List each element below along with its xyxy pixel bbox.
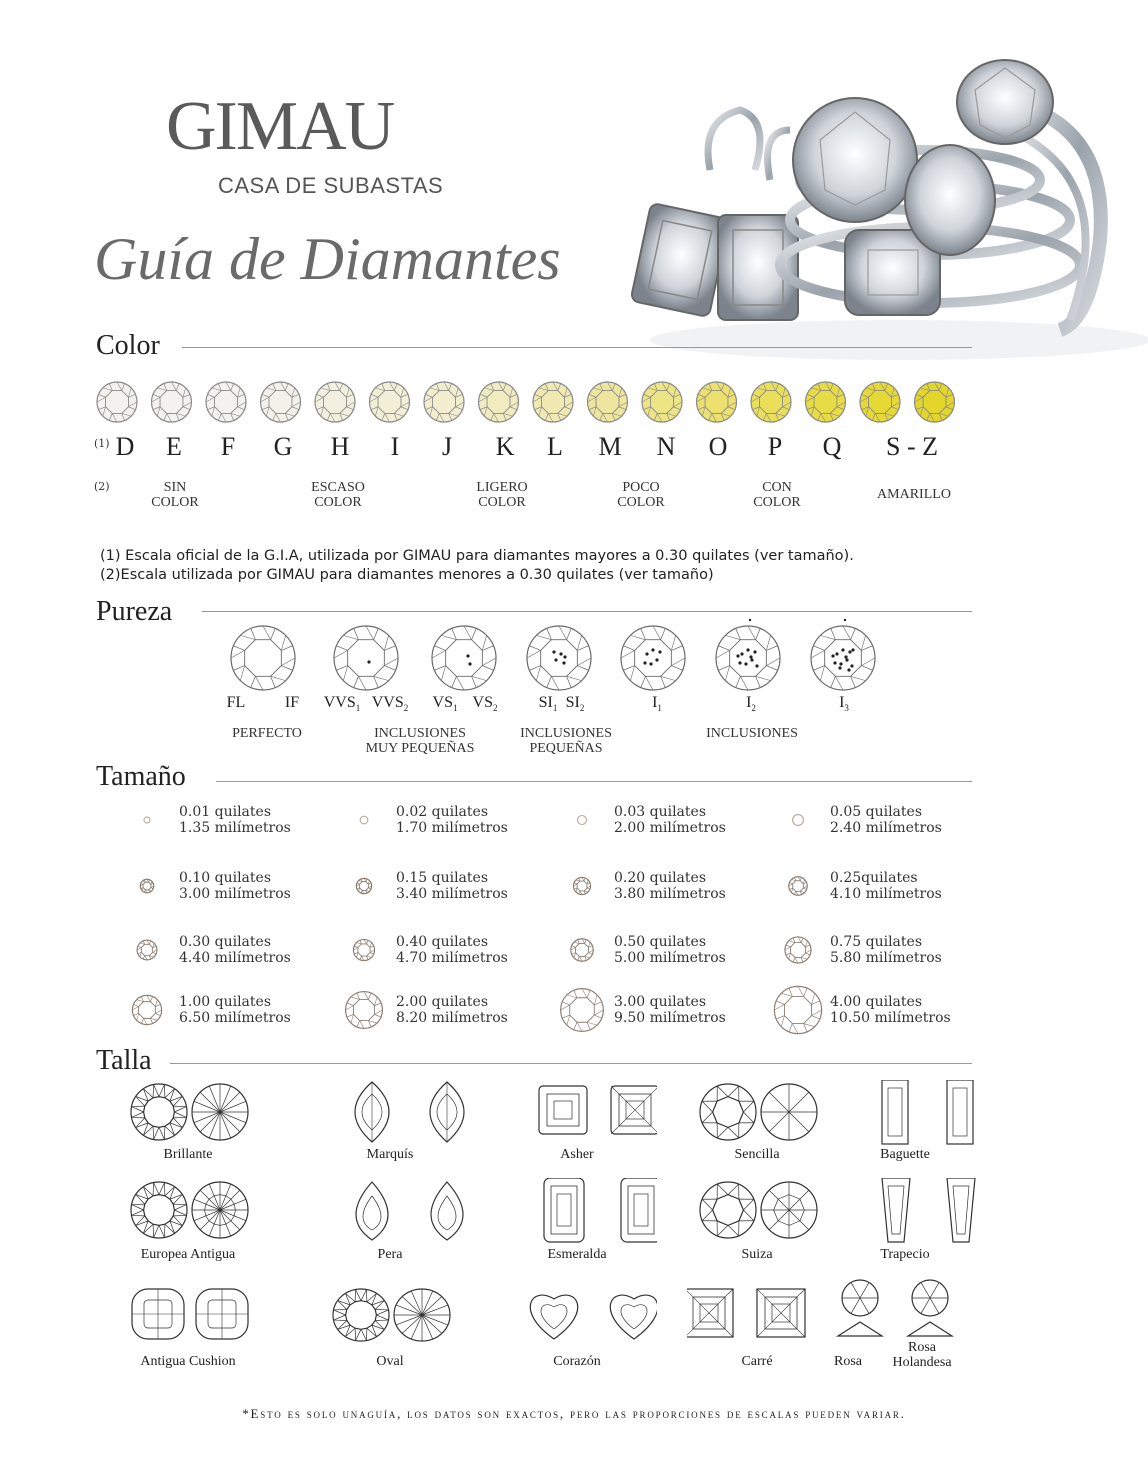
purity-grade-label: IF — [284, 694, 300, 711]
rings-photo — [630, 40, 1148, 360]
purity-grade-label: SI — [538, 694, 553, 711]
color-swatch — [860, 382, 900, 422]
purity-group-line1: INCLUSIONES — [706, 726, 798, 741]
size-diamond — [552, 790, 612, 850]
brand-logo: GIMAU — [166, 88, 394, 165]
color-grade: M — [598, 432, 622, 461]
purity-grade-subscript: 1 — [452, 703, 458, 714]
cut-label: Rosa Holandesa — [892, 1340, 952, 1370]
size-diamond — [768, 920, 828, 980]
color-grade: H — [330, 432, 350, 461]
size-label — [614, 870, 764, 902]
cut-shape-asscher — [507, 1080, 657, 1150]
size-label — [179, 994, 329, 1026]
purity-group — [496, 726, 636, 756]
purity-group-line2: PEQUEÑAS — [529, 741, 603, 756]
cut-shape-round — [118, 1080, 268, 1150]
size-millimeters: 9.50 milímetros — [614, 1010, 726, 1026]
cut-label: Sencilla — [734, 1147, 780, 1162]
section-heading-size: Tamaño — [96, 761, 186, 792]
purity-grade — [553, 694, 597, 713]
size-diamond — [117, 856, 177, 916]
color-note-1: (1) Escala oficial de la G.I.A, utilizada por GIMAU para diamantes mayores a 0.30 quilates (ver tamaño). — [100, 548, 854, 564]
purity-grade — [822, 694, 866, 713]
size-label — [614, 934, 764, 966]
scale-marker-1: (1) — [94, 437, 110, 450]
color-grade: K — [495, 432, 515, 461]
size-diamond — [334, 920, 394, 980]
size-millimeters: 4.40 milímetros — [179, 950, 291, 966]
size-millimeters: 4.70 milímetros — [396, 950, 508, 966]
size-diamond — [334, 980, 394, 1040]
purity-grade-label: FL — [226, 694, 246, 711]
color-swatch — [751, 382, 791, 422]
section-rule-size — [216, 781, 972, 782]
size-millimeters: 3.40 milímetros — [396, 886, 508, 902]
size-carats: 0.01 quilates — [179, 804, 271, 820]
size-diamond — [552, 856, 612, 916]
cut-shape-single — [687, 1080, 837, 1150]
size-carats: 4.00 quilates — [830, 994, 922, 1010]
size-carats: 3.00 quilates — [614, 994, 706, 1010]
color-swatch — [315, 382, 355, 422]
section-rule-cut — [170, 1063, 972, 1064]
color-grade: O — [708, 432, 728, 461]
size-label — [614, 804, 764, 836]
cut-label: Marquís — [366, 1147, 414, 1162]
cut-label: Antigua Cushion — [140, 1354, 236, 1369]
cut-label: Baguette — [880, 1147, 930, 1162]
cut-label: Carré — [741, 1354, 773, 1369]
size-label — [396, 934, 546, 966]
cut-shape-heart — [507, 1283, 657, 1353]
purity-group-line1: INCLUSIONES — [520, 726, 612, 741]
purity-grade — [368, 694, 412, 713]
cut-label: Corazón — [553, 1354, 601, 1369]
section-heading-color: Color — [96, 330, 160, 361]
cut-shape-oldeuro — [118, 1178, 268, 1248]
size-diamond — [552, 920, 612, 980]
purity-group — [350, 726, 490, 756]
size-label — [614, 994, 764, 1026]
size-label — [179, 804, 329, 836]
purity-grade-subscript: 2 — [403, 703, 409, 714]
purity-group-line1: PERFECTO — [232, 726, 302, 741]
color-grade: L — [547, 432, 563, 461]
color-swatch — [97, 382, 137, 422]
color-category — [581, 480, 701, 510]
cut-shape-cushion — [118, 1283, 268, 1353]
cut-label: Trapecio — [880, 1247, 930, 1262]
purity-diamond — [716, 619, 780, 690]
size-label — [396, 994, 546, 1026]
size-label — [830, 934, 980, 966]
color-category-line1: AMARILLO — [877, 487, 951, 502]
color-grade: F — [220, 432, 236, 461]
cut-shape-oval — [320, 1283, 470, 1353]
color-grade: S - Z — [886, 432, 938, 461]
page-title: Guía de Diamantes — [94, 226, 561, 292]
purity-grade — [635, 694, 679, 713]
size-diamond — [768, 856, 828, 916]
section-heading-purity: Pureza — [96, 596, 173, 627]
size-diamond — [768, 980, 828, 1040]
size-carats: 0.15 quilates — [396, 870, 488, 886]
purity-grade-subscript: 3 — [844, 703, 849, 714]
color-category — [717, 480, 837, 510]
size-carats: 0.10 quilates — [179, 870, 271, 886]
size-millimeters: 8.20 milímetros — [396, 1010, 508, 1026]
size-diamond — [552, 980, 612, 1040]
size-diamond — [334, 790, 394, 850]
purity-diamond — [621, 626, 685, 690]
size-millimeters: 1.35 milímetros — [179, 820, 291, 836]
section-rule-purity — [202, 611, 972, 612]
size-label — [830, 804, 980, 836]
color-swatch — [697, 382, 737, 422]
color-category-line1: CON — [762, 480, 792, 495]
purity-grade — [270, 694, 314, 712]
purity-group-line1: INCLUSIONES — [374, 726, 466, 741]
size-millimeters: 5.80 milímetros — [830, 950, 942, 966]
footer-disclaimer: *Esto es solo unaguía, los datos son exactos, pero las proporciones de escalas pueden variar. — [242, 1406, 906, 1421]
size-label — [179, 870, 329, 902]
size-millimeters: 6.50 milímetros — [179, 1010, 291, 1026]
color-category-line2: COLOR — [314, 495, 362, 510]
color-grade: J — [441, 432, 453, 461]
purity-grade-label: I — [746, 694, 752, 711]
size-millimeters: 1.70 milímetros — [396, 820, 508, 836]
cut-shape-marquise — [320, 1080, 470, 1150]
cut-label: Brillante — [163, 1147, 213, 1162]
size-carats: 0.50 quilates — [614, 934, 706, 950]
color-grade: Q — [822, 432, 842, 461]
size-diamond — [117, 790, 177, 850]
color-category-line2: COLOR — [478, 495, 526, 510]
color-swatch — [588, 382, 628, 422]
purity-grade — [463, 694, 507, 713]
color-category — [442, 480, 562, 510]
color-category-line2: COLOR — [151, 495, 199, 510]
size-label — [830, 994, 980, 1026]
purity-grade-label: SI — [565, 694, 580, 711]
color-category-line1: ESCASO — [311, 480, 365, 495]
cut-label: Europea Antigua — [140, 1247, 236, 1262]
color-category — [854, 487, 974, 502]
purity-group — [197, 726, 337, 741]
size-carats: 0.05 quilates — [830, 804, 922, 820]
color-category-line2: COLOR — [617, 495, 665, 510]
purity-grade-subscript: 1 — [355, 703, 361, 714]
purity-grade-subscript: 2 — [751, 703, 756, 714]
section-heading-cut: Talla — [96, 1045, 152, 1076]
size-diamond — [117, 920, 177, 980]
purity-diamond — [231, 626, 295, 690]
color-category-line1: SIN — [163, 480, 187, 495]
cut-label: Asher — [560, 1147, 594, 1162]
size-diamond — [117, 980, 177, 1040]
color-swatch — [206, 382, 246, 422]
cut-shape-pear — [320, 1178, 470, 1248]
color-category-line1: LIGERO — [476, 480, 528, 495]
cut-shape-dutchrose — [880, 1278, 1030, 1348]
size-carats: 0.20 quilates — [614, 870, 706, 886]
size-millimeters: 5.00 milímetros — [614, 950, 726, 966]
purity-group — [682, 726, 822, 741]
size-carats: 0.40 quilates — [396, 934, 488, 950]
size-diamond — [334, 856, 394, 916]
cut-shape-baguette — [835, 1080, 985, 1150]
color-grade: I — [390, 432, 400, 461]
size-millimeters: 3.80 milímetros — [614, 886, 726, 902]
size-millimeters: 2.00 milímetros — [614, 820, 726, 836]
color-swatch — [261, 382, 301, 422]
purity-grade-label: I — [652, 694, 658, 711]
color-swatch — [152, 382, 192, 422]
cut-label: Oval — [376, 1354, 404, 1369]
size-carats: 0.02 quilates — [396, 804, 488, 820]
color-note-2: (2)Escala utilizada por GIMAU para diamantes menores a 0.30 quilates (ver tamaño) — [100, 567, 714, 583]
size-diamond — [768, 790, 828, 850]
color-swatch — [533, 382, 573, 422]
color-grade: G — [273, 432, 293, 461]
color-grade: D — [115, 432, 135, 461]
purity-grade-subscript: 1 — [657, 703, 662, 714]
color-swatch — [806, 382, 846, 422]
purity-grade-label: VVS — [323, 694, 356, 711]
size-carats: 0.25quilates — [830, 870, 918, 886]
size-carats: 2.00 quilates — [396, 994, 488, 1010]
color-category-line1: POCO — [622, 480, 660, 495]
cut-shape-swiss — [687, 1178, 837, 1248]
purity-grade-subscript: 2 — [492, 703, 498, 714]
size-carats: 0.75 quilates — [830, 934, 922, 950]
cut-shape-emerald — [507, 1178, 657, 1248]
color-swatch — [642, 382, 682, 422]
cut-shape-trapeze — [835, 1178, 985, 1248]
size-millimeters: 3.00 milímetros — [179, 886, 291, 902]
color-grade: N — [656, 432, 676, 461]
section-rule-color — [182, 347, 972, 348]
size-label — [179, 934, 329, 966]
purity-grade-subscript: 1 — [552, 703, 558, 714]
color-grade: E — [166, 432, 182, 461]
color-category — [278, 480, 398, 510]
purity-grade — [320, 694, 364, 713]
purity-group-line2: MUY PEQUEÑAS — [365, 741, 475, 756]
color-swatch — [424, 382, 464, 422]
purity-diamond — [811, 619, 875, 690]
cut-label: Rosa — [834, 1354, 862, 1369]
purity-diamond — [527, 626, 591, 690]
purity-grade-subscript: 2 — [579, 703, 585, 714]
size-label — [396, 804, 546, 836]
color-swatch — [479, 382, 519, 422]
purity-diamond — [432, 626, 496, 690]
cut-label: Esmeralda — [547, 1247, 607, 1262]
purity-grade — [423, 694, 467, 713]
size-millimeters: 10.50 milímetros — [830, 1010, 951, 1026]
size-millimeters: 4.10 milímetros — [830, 886, 942, 902]
size-millimeters: 2.40 milímetros — [830, 820, 942, 836]
purity-grade-label: I — [839, 694, 845, 711]
scale-marker-2: (2) — [94, 480, 110, 493]
size-label — [830, 870, 980, 902]
color-swatch — [370, 382, 410, 422]
color-grade: P — [767, 432, 783, 461]
cut-label: Pera — [377, 1247, 403, 1262]
purity-grade-label: VS — [432, 694, 453, 711]
cut-label: Suiza — [741, 1247, 773, 1262]
purity-grade-label: VS — [472, 694, 493, 711]
size-carats: 0.30 quilates — [179, 934, 271, 950]
size-carats: 0.03 quilates — [614, 804, 706, 820]
size-carats: 1.00 quilates — [179, 994, 271, 1010]
purity-grade — [214, 694, 258, 712]
color-category — [115, 480, 235, 510]
color-category-line2: COLOR — [753, 495, 801, 510]
purity-grade — [729, 694, 773, 713]
purity-diamond — [334, 626, 398, 690]
purity-grade-label: VVS — [371, 694, 404, 711]
size-label — [396, 870, 546, 902]
color-swatch — [915, 382, 955, 422]
brand-subtitle: CASA DE SUBASTAS — [218, 173, 444, 198]
